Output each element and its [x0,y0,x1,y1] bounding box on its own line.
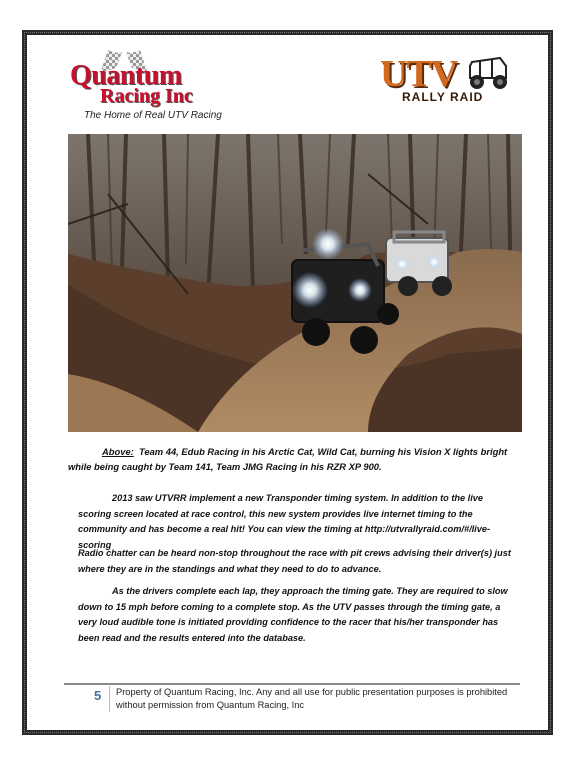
photo-caption [68,444,523,474]
utv-vehicle-icon [466,52,510,92]
forest-trail-scene [68,134,522,432]
paragraph-text: As the drivers complete each lap, they approach the timing gate. They are required to slow down to 15 mph before coming to a complete stop. As the UTV passes through the timing gate, a very loud audible tone is initiated providing confidence to the racer that his/her transponder has been read and the results entered into the database. [78,586,508,643]
caption-lead: Above: [102,446,134,457]
footer-copyright: Property of Quantum Racing, Inc. Any and all use for public presentation purposes is prohibited without permission from Quantum Racing, Inc [116,687,508,710]
paragraph-timing-gate [78,584,516,646]
paragraph-transponder [78,491,516,553]
quantum-racing-logo [66,48,222,121]
footer-divider [64,683,520,685]
footer-separator [109,686,110,712]
quantum-wordmark: Quantum [70,60,182,91]
utv-wordmark: UTV [380,53,458,95]
rally-raid-wordmark: RALLY RAID [402,90,484,104]
race-photo [68,134,522,432]
logo-tagline: The Home of Real UTV Racing [84,110,222,121]
paragraph-text: Radio chatter can be heard non-stop throughout the race with pit crews advising their driver(s) just where they are in the standings and what they need to do to advance. [78,548,511,574]
page-number: 5 [94,688,102,703]
paragraph-radio [78,546,516,577]
caption-text: Team 44, Edub Racing in his Arctic Cat, Wild Cat, burning his Vision X lights bright while being caught by Team 141, Team JMG Racing in his RZR XP 900. [68,446,508,472]
racing-inc-wordmark: Racing Inc [100,85,193,107]
paragraph-text: 2013 saw UTVRR implement a new Transponder timing system. In addition to the live scoring screen located at race control, this new system provides live internet timing to the community and has become a real hit! You can view the timing at http://utvrallyraid.com/#/live-scoring [78,493,491,550]
utv-rally-raid-logo [380,52,510,110]
